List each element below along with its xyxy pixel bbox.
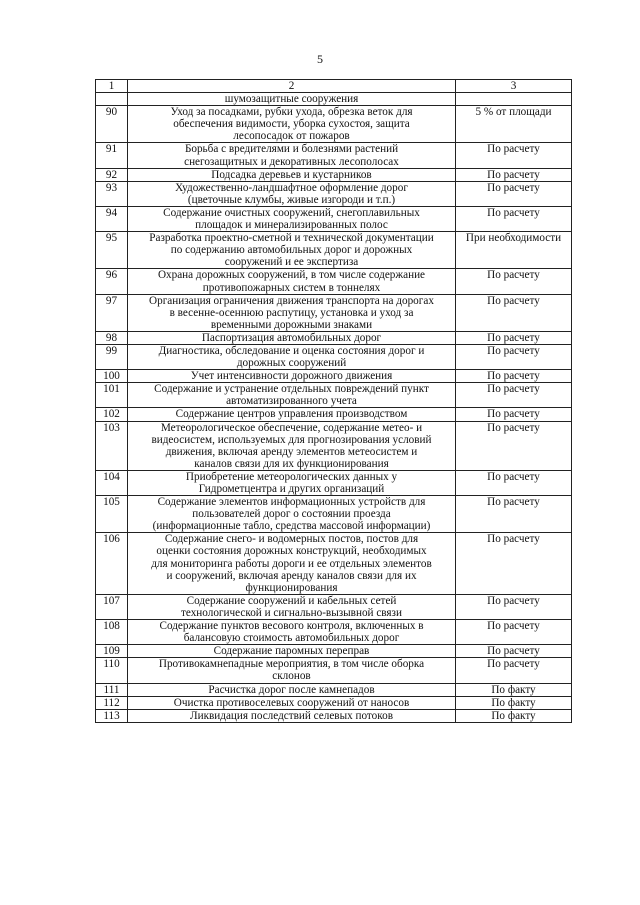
description-line: Содержание и устранение отдельных повреждений пункт <box>154 383 429 396</box>
row-number: 92 <box>96 168 128 181</box>
description-line: обеспечения видимости, уборка сухостоя, защита <box>173 118 410 131</box>
row-number: 101 <box>96 383 128 408</box>
description-line: для мониторинга работы дороги и ее отдельных элементов <box>151 557 432 570</box>
row-number: 99 <box>96 344 128 369</box>
row-value: По расчету <box>456 181 572 206</box>
row-description <box>128 383 456 408</box>
row-number: 102 <box>96 408 128 421</box>
description-line: оценки состояния дорожных конструкций, необходимых <box>156 545 427 558</box>
row-number: 105 <box>96 496 128 533</box>
row-number: 97 <box>96 294 128 331</box>
row-description <box>128 620 456 645</box>
row-value: По расчету <box>456 206 572 231</box>
row-value: По расчету <box>456 533 572 594</box>
row-description <box>128 370 456 383</box>
row-value: По расчету <box>456 594 572 619</box>
description-line: Паспортизация автомобильных дорог <box>201 331 382 344</box>
description-line: (информационные табло, средства массовой информации) <box>152 520 431 533</box>
row-value: По расчету <box>456 620 572 645</box>
row-description <box>128 143 456 168</box>
description-line: Содержание сооружений и кабельных сетей <box>186 594 397 607</box>
description-line: технологической и сигнально-вызывной связи <box>181 606 402 619</box>
description-line: Приобретение метеорологических данных у <box>185 470 398 483</box>
description-line: склонов <box>272 670 311 683</box>
description-line: Содержание снего- и водомерных постов, постов для <box>164 533 419 546</box>
row-description <box>128 269 456 294</box>
description-line: Содержание паромных переправ <box>213 645 370 658</box>
description-line: видеосистем, используемых для прогнозирования условий <box>151 433 432 446</box>
row-value: По расчету <box>456 658 572 683</box>
continuation-value-cell <box>456 93 572 106</box>
row-description <box>128 206 456 231</box>
table-row <box>96 232 572 269</box>
row-number: 107 <box>96 594 128 619</box>
row-value: По расчету <box>456 408 572 421</box>
row-value: По расчету <box>456 143 572 168</box>
row-value: По факту <box>456 696 572 709</box>
table-row <box>96 206 572 231</box>
row-number: 111 <box>96 683 128 696</box>
row-value: По расчету <box>456 645 572 658</box>
row-description <box>128 645 456 658</box>
description-line: пользователей дорог о состоянии проезда <box>192 508 391 521</box>
description-line: каналов связи для их функционирования <box>194 457 389 470</box>
description-line: автоматизированного учета <box>226 395 357 408</box>
column-header-1: 1 <box>96 80 128 93</box>
description-line: Организация ограничения движения транспорта на дорогах <box>149 294 434 307</box>
row-number: 108 <box>96 620 128 645</box>
table-row <box>96 645 572 658</box>
description-line: Противокамнепадные мероприятия, в том числе оборка <box>158 658 425 671</box>
description-line: Уход за посадками, рубки ухода, обрезка веток для <box>170 106 413 119</box>
description-line: по содержанию автомобильных дорог и дорожных <box>170 244 413 257</box>
row-value: По расчету <box>456 383 572 408</box>
description-line: площадок и минерализированных полос <box>195 219 388 232</box>
row-number: 90 <box>96 106 128 143</box>
description-line: Ликвидация последствий селевых потоков <box>190 709 393 722</box>
row-description <box>128 408 456 421</box>
description-line: Охрана дорожных сооружений, в том числе содержание <box>157 269 426 282</box>
table-row <box>96 421 572 470</box>
row-number: 93 <box>96 181 128 206</box>
row-value: По расчету <box>456 470 572 495</box>
description-line: Содержание центров управления производством <box>175 408 408 421</box>
row-value: По расчету <box>456 168 572 181</box>
row-number: 103 <box>96 421 128 470</box>
description-line: Содержание пунктов весового контроля, включенных в <box>159 620 424 633</box>
row-value: По расчету <box>456 294 572 331</box>
continuation-row <box>96 93 572 106</box>
row-description <box>128 533 456 594</box>
continuation-num-cell <box>96 93 128 106</box>
row-value: По расчету <box>456 344 572 369</box>
description-line: снегозащитных и декоративных лесополосах <box>184 155 399 168</box>
row-number: 110 <box>96 658 128 683</box>
row-number: 109 <box>96 645 128 658</box>
row-description <box>128 232 456 269</box>
row-description <box>128 181 456 206</box>
row-number: 94 <box>96 206 128 231</box>
row-description <box>128 168 456 181</box>
description-line: Диагностика, обследование и оценка состояния дорог и <box>158 344 425 357</box>
row-value: При необходимости <box>456 232 572 269</box>
row-number: 95 <box>96 232 128 269</box>
description-line: Содержание элементов информационных устройств для <box>157 496 426 509</box>
description-line: временными дорожными знаками <box>210 318 373 331</box>
table-row <box>96 408 572 421</box>
table-row <box>96 370 572 383</box>
description-line: Учет интенсивности дорожного движения <box>190 370 393 383</box>
row-value: По факту <box>456 709 572 722</box>
work-items-table <box>95 79 572 723</box>
table-row <box>96 594 572 619</box>
table-row <box>96 533 572 594</box>
table-header-row <box>96 80 572 93</box>
description-line: в весенне-осеннюю распутицу, установка и уход за <box>169 306 414 319</box>
row-value: По расчету <box>456 269 572 294</box>
table-row <box>96 683 572 696</box>
table-row <box>96 294 572 331</box>
row-description <box>128 496 456 533</box>
row-description <box>128 709 456 722</box>
row-number: 100 <box>96 370 128 383</box>
description-line: Метеорологическое обеспечение, содержание метео- и <box>160 421 423 434</box>
description-line: движения, включая аренду элементов метеосистем и <box>165 445 418 458</box>
description-line: Гидрометцентра и других организаций <box>198 483 385 495</box>
table-row <box>96 269 572 294</box>
row-value: По расчету <box>456 331 572 344</box>
row-number: 98 <box>96 331 128 344</box>
row-number: 113 <box>96 709 128 722</box>
description-line: Подсадка деревьев и кустарников <box>211 168 372 181</box>
continuation-text: шумозащитные сооружения <box>128 93 456 106</box>
table-row <box>96 709 572 722</box>
description-line: противопожарных систем в тоннелях <box>202 281 381 294</box>
description-line: дорожных сооружений <box>236 357 347 370</box>
description-line: лесопосадок от пожаров <box>233 130 350 143</box>
row-description <box>128 470 456 495</box>
row-number: 112 <box>96 696 128 709</box>
row-description <box>128 696 456 709</box>
table-row <box>96 383 572 408</box>
table-row <box>96 331 572 344</box>
column-header-3: 3 <box>456 80 572 93</box>
description-line: Борьба с вредителями и болезнями растений <box>184 143 399 156</box>
table-row <box>96 168 572 181</box>
table-row <box>96 344 572 369</box>
row-description <box>128 683 456 696</box>
table-row <box>96 496 572 533</box>
table-row <box>96 181 572 206</box>
description-line: функционирования <box>245 581 338 594</box>
description-line: и сооружений, включая аренду каналов связи для их <box>166 569 417 582</box>
row-description <box>128 658 456 683</box>
column-header-2: 2 <box>128 80 456 93</box>
description-line: Очистка противоселевых сооружений от наносов <box>173 696 410 709</box>
row-value: По расчету <box>456 370 572 383</box>
description-line: Разработка проектно-сметной и технической документации <box>149 232 434 245</box>
table-row <box>96 143 572 168</box>
description-line: (цветочные клумбы, живые изгороди и т.п.) <box>187 193 396 206</box>
table-row <box>96 696 572 709</box>
description-line: балансовую стоимость автомобильных дорог <box>183 632 400 645</box>
row-description <box>128 421 456 470</box>
description-line: сооружений и ее экспертиза <box>224 256 359 269</box>
row-value: 5 % от площади <box>456 106 572 143</box>
description-line: Содержание очистных сооружений, снегоплавильных <box>163 206 420 219</box>
row-number: 106 <box>96 533 128 594</box>
row-number: 96 <box>96 269 128 294</box>
row-description <box>128 294 456 331</box>
row-description <box>128 594 456 619</box>
description-line: Художественно-ландшафтное оформление дорог <box>175 181 408 194</box>
table-row <box>96 620 572 645</box>
row-number: 104 <box>96 470 128 495</box>
row-description <box>128 331 456 344</box>
table-row <box>96 106 572 143</box>
description-line: Расчистка дорог после камнепадов <box>208 683 375 696</box>
table-row <box>96 470 572 495</box>
row-description <box>128 106 456 143</box>
table-row <box>96 658 572 683</box>
row-description <box>128 344 456 369</box>
row-value: По факту <box>456 683 572 696</box>
row-value: По расчету <box>456 421 572 470</box>
row-number: 91 <box>96 143 128 168</box>
row-value: По расчету <box>456 496 572 533</box>
page-number: 5 <box>317 52 323 66</box>
